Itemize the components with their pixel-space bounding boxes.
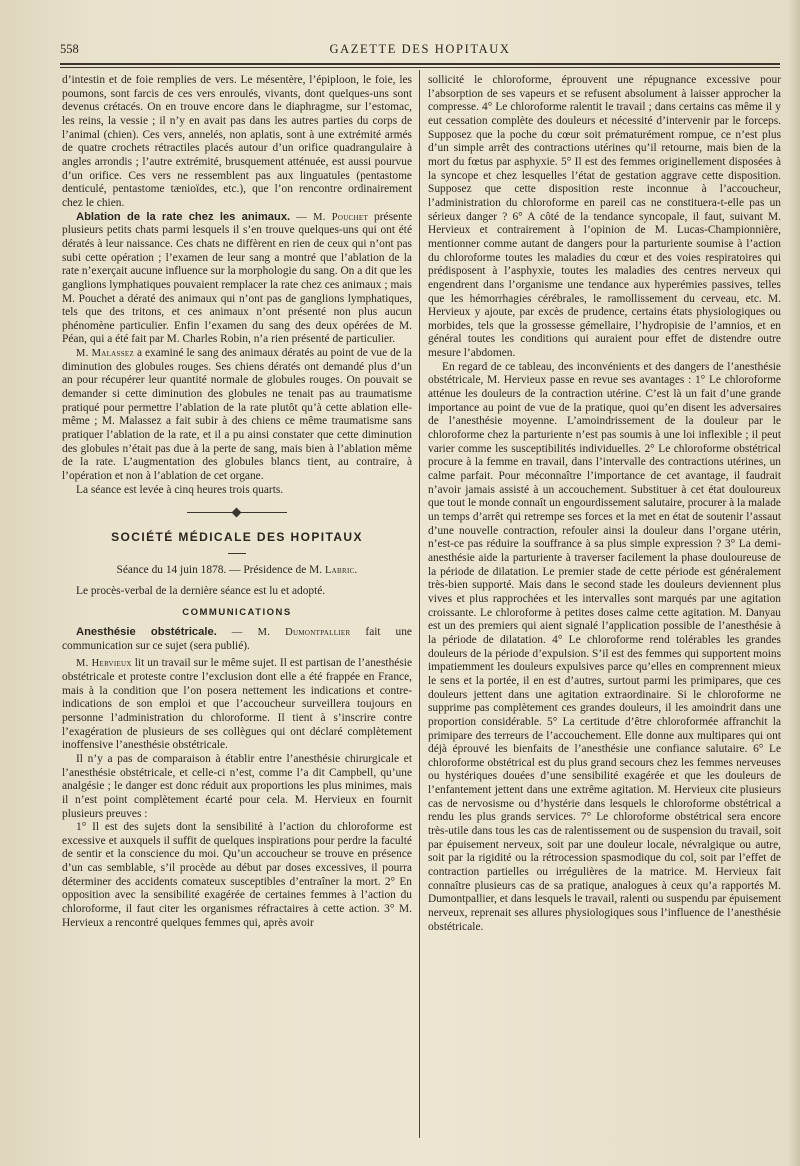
author-name: M. Hervieux bbox=[76, 658, 132, 670]
right-column bbox=[428, 74, 781, 934]
section-title: SOCIÉTÉ MÉDICALE DES HOPITAUX bbox=[111, 530, 363, 545]
author-name: — M. Dumontpallier bbox=[231, 626, 351, 638]
page-edge-shadow bbox=[788, 0, 800, 1166]
paragraph bbox=[62, 347, 412, 484]
paragraph-text: a examiné le sang des animaux dératés au point de vue de la diminution des globules rouges. Ses chiens dératés ont demandé plus d’un an pour récupérer leur quantité normale de globules rouges. On pouvait se demander si cette diminution des globules ne tenait pas au traumatisme pratiqué pour permettre l’ablation de la rate plutôt qu’à cette ablation elle-même ; M. Malassez a fait subir à des chiens ce même traumatisme sans pratiquer l’ablation de la rate, et il a pu ainsi constater que cette diminution des globules n’était pas due à la perte de sang, mais bien à l’ablation même de la rate. L’augmentation des globules blancs tient, au contraire, à l’opération et non à l’ablation de cet organe. bbox=[62, 347, 412, 483]
author-name: M. Malassez bbox=[76, 348, 135, 360]
page-number: 558 bbox=[60, 42, 79, 56]
page-header bbox=[60, 42, 780, 62]
spacer bbox=[62, 578, 412, 585]
paragraph: En regard de ce tableau, des inconvénients et des dangers de l’anesthésie obstétricale, M. Hervieux passe en revue ses avantages : 1° Le chloroforme atténue les douleurs de la contraction utérine. C’est là un fait d’une grande importance au point de vue de la pratique, quoi qu’en disent les adversaires de l’anesthésie moyenne. L’amoindrissement de la douleur par le chloroforme chez la parturiente n’est pas soumis à une loi inflexible ; il peut varier comme les susceptibilités individuelles. 2° Le chloroforme obstétrical procure à la femme en travail, dans l’intervalle des contractions utérines, un calme parfait. Pour méconnaître l’importance de cet avantage, il faudrait n’avoir jamais assisté à un accouchement. Substituer à cet état douloureux que tout le monde connaît un engourdissement salutaire, procurer à la malade un temps d’arrêt qui retrempe ses forces et la met en état de soutenir l’assaut d’une nouvelle contraction, refouler ainsi la douleur dans l’organe utérin, n’est-ce pas réduire la souffrance à sa plus simple expression ? 3° La demi-anesthésie aide la parturiente à traverser facilement la phase douloureuse de la période de dilatation. Le premier stade de cette période est généralement très-bien supporté. Mais dans le second stade les douleurs deviennent plus vives et plus rapprochées et les intervalles sont marqués par une agitation croissante. Le chloroforme à petites doses calme cette agitation. M. Danyau est un des premiers qui aient signalé l’application possible de l’anesthésie à la période de dilatation. 4° Le chloroforme rend tolérables les grandes douleurs de la période d’expulsion. S’il est des femmes qui supportent moins impatiemment les douleurs expulsives parce qu’elles en comprennent mieux le sens et la portée, il en est d’autres, surtout parmi les primipares, que ces douleurs jettent dans une agitation extraordinaire. Si le chloroforme ne supprime pas complètement ces grandes douleurs, il les amoindrit dans une proportion considérable. 5° La certitude d’être chloroformée affranchit la primipare des terreurs de l’accouchement. Elle donne aux multipares qui ont déjà éprouvé les bienfaits de l’anesthésie une confiance salutaire. 6° Le chloroforme obstétrical est du plus grand secours chez les femmes nerveuses ou hystériques douées d’une sensibilité exagérée et que les douleurs de l’enfantement jettent dans une extrême agitation. M. Hervieux cite plusieurs cas de nervosisme ou d’hystérie dans lesquels le chloroforme obstétrical a rendu les plus grands services. 7° Le chloroforme obstétrical sera encore très-utile dans tous les cas de ralentissement ou de suspension du travail, soit par épuisement nerveux, soit par une douleur locale, névralgique ou autre, soit par la rigidité ou la rétrocession spasmodique du col, soit par l’effet de contraction partielles ou irrégulières de la matrice. M. Hervieux fait connaître plusieurs cas de sa pratique, analogues à ceux qu’a rapportés M. Dumontpallier, et dans lesquels le travail, ralenti ou suspendu par épuisement nerveux, reprenait ses allures physiologiques sous l’influence de l’anesthésie obstétricale. bbox=[428, 360, 781, 933]
left-column bbox=[62, 74, 412, 930]
communications-heading: COMMUNICATIONS bbox=[182, 607, 292, 619]
paragraph bbox=[62, 211, 412, 348]
section-separator bbox=[62, 497, 412, 527]
short-rule bbox=[228, 553, 246, 554]
paragraph: 1° Il est des sujets dont la sensibilité à l’action du chloroforme est excessive et auxquels il suffit de quelques inspirations pour perdre la faculté de sentir et la conscience du moi. Qu’un accoucheur se trouve en présence d’un cas semblable, s’il procède au début par doses excessives, il pourra déterminer des accidents comateux susceptibles d’entraîner la mort. 2° En opposition avec la sensibilité exagérée de certaines femmes à l’action du chloroforme, il faut citer les organismes réfractaires à cette action. 3° M. Hervieux a rencontré quelques femmes qui, après avoir bbox=[62, 821, 412, 929]
separator-ornament bbox=[187, 512, 287, 513]
paragraph: d’intestin et de foie remplies de vers. Le mésentère, l’épiploon, le foie, les poumons, sont farcis de ces vers enroulés, vivants, dont quelques-uns sont devenus crétacés. On en trouve encore dans le diaphragme, sur l’estomac, les reins, la vessie ; il n’y en avait pas dans les autres parties du corps de l’animal (chien). Ces vers, annelés, non aplatis, sont à une extrémité armés de quatre crochets rétractiles placés autour d’un orifice quadrangulaire à angles arrondis ; l’autre extrémité, brusquement atténuée, est aussi pourvue d’un orifice. Ces vers ne ressemblent pas aux linguatules (pentastome denticulé, pentastome tænioïdes, etc.), que l’on rencontre ordinairement chez le chien. bbox=[62, 74, 412, 209]
paragraph-text: présente plusieurs petits chats parmi lesquels il s’en trouve quelques-uns qui ont été dératés à leur naissance. Ces chats ne diffèrent en rien de ceux qui n’ont pas subi cette opération ; l’examen de leur sang a montré que l’ablation de la rate n’exerçait aucune influence sur la morphologie du sang. On a dit que les ganglions lymphatiques pouvaient remplacer la rate chez ces animaux ; mais M. Pouchet a dératé des animaux qui n’ont pas de ganglions lymphatiques, tels que des tritons, et ces animaux n’ont présenté non plus aucun phénomène particulier. Enfin l’examen du sang des deux opérées de M. Péan, qui a été fait par M. Charles Robin, n’a rien présenté de particulier. bbox=[62, 210, 412, 346]
article-heading: Anesthésie obstétricale. bbox=[76, 625, 217, 638]
journal-title: GAZETTE DES HOPITAUX bbox=[329, 42, 511, 56]
header-rule bbox=[60, 63, 780, 65]
article-heading: Ablation de la rate chez les animaux. bbox=[76, 210, 291, 223]
paragraph-text: fait une communication sur ce sujet (sera publié). bbox=[62, 625, 412, 652]
header-rule-thin bbox=[60, 67, 780, 68]
paragraph: La séance est levée à cinq heures trois quarts. bbox=[76, 483, 284, 496]
president-name: Labric. bbox=[324, 565, 358, 576]
column-divider bbox=[419, 70, 420, 1138]
paragraph: sollicité le chloroforme, éprouvent une répugnance excessive pour l’absorption de ses vapeurs et se refusent absolument à laisser approcher la compresse. 4° Le chloroforme ralentit le travail ; dans certains cas même il y eut cessation complète des douleurs et nécessité d’intervenir par le forceps. Supposez que la poche du cœur soit prématurément rompue, ce n’est plus d’un simple arrêt des contractions utérines qu’il retourne, mais bien de la mort du fœtus par asphyxie. 5° Il est des femmes originellement disposées à la syncope et chez lesquelles l’état de gestation aggrave cette disposition. Supposez que cette disposition reste inconnue à l’accoucheur, l’administration du chloroforme en pareil cas ne constituera-t-elle pas un sérieux danger ? 6° A côté de la tendance syncopale, il faut, suivant M. Hervieux et contrairement à l’opinion de M. Lucas-Championnière, mentionner comme autant de dangers pour la parturiente soumise à l’action du chloroforme toutes les maladies du cœur et des voies respiratoires qui prédisposent à l’asphyxie, toutes les maladies des centres nerveux qui engendrent dans l’organisme une tendance aux hyperémies passives, telles que les hémorrhagies cérébrales, le ramollissement du cerveau, etc. M. Hervieux y ajoute, par excès de prudence, certains états physiologiques ou morbides, tels que la grossesse gémellaire, l’hydropisie de l’amnios, et en général toutes les conditions qui auraient pour effet de distendre outre mesure l’abdomen. bbox=[428, 74, 781, 360]
paragraph-text: lit un travail sur le même sujet. Il est partisan de l’anesthésie obstétricale et proteste contre l’exclusion dont elle a été frappée en France, mais à la condition que l’on posera nettement les indications et contre-indications de son emploi et que l’accoucheur surveillera toujours en personne l’administration du chloroforme. Il tient à s’inscrire contre l’exagération de plusieurs de ses collègues qui ont déclaré complètement inoffensive l’anesthésie obstétricale. bbox=[62, 657, 412, 752]
paragraph: Il n’y a pas de comparaison à établir entre l’anesthésie chirurgicale et l’anesthésie obstétricale, et celle-ci n’est, comme l’a dit Campbell, qu’une analgésie ; le danger est donc réduit aux proportions les plus minimes, mais il n’est point complètement écarté pour cela. M. Hervieux en fournit plusieurs preuves : bbox=[62, 752, 412, 820]
paragraph bbox=[62, 657, 412, 753]
session-line bbox=[62, 564, 412, 578]
session-date: Séance du 14 juin 1878. — Présidence de M. bbox=[116, 564, 325, 576]
minutes-line: Le procès-verbal de la dernière séance est lu et adopté. bbox=[76, 584, 326, 597]
paragraph bbox=[62, 626, 412, 653]
author-name: — M. Pouchet bbox=[296, 211, 369, 223]
